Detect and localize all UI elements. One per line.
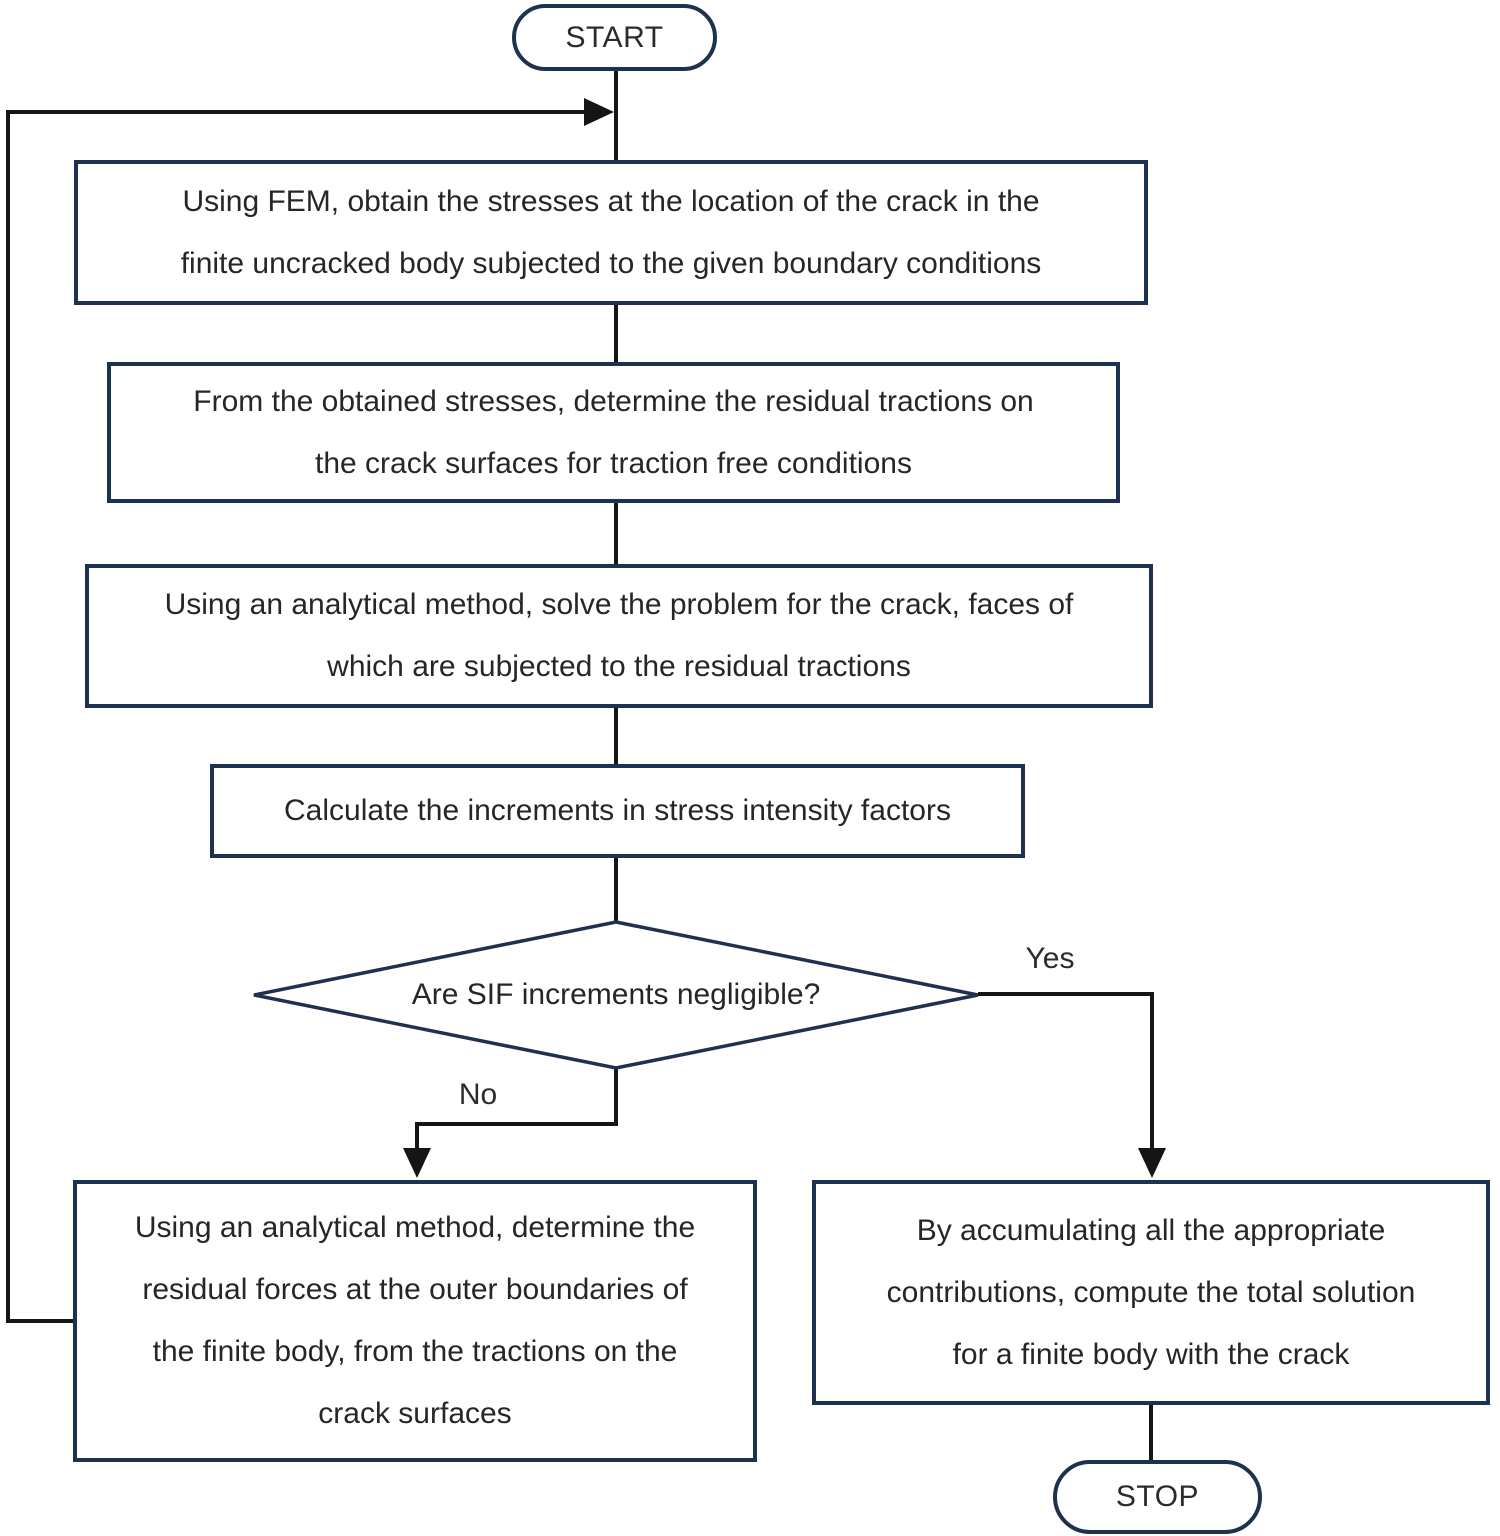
connector-yes-path <box>978 994 1152 1150</box>
process-box-residual-forces <box>73 1180 757 1462</box>
process-box-fem-stresses <box>74 160 1148 305</box>
arrowhead-no-icon <box>403 1148 431 1178</box>
text-line: Using FEM, obtain the stresses at the location of the crack in the <box>182 184 1040 218</box>
text-line: which are subjected to the residual tractions <box>327 650 911 683</box>
text-line: the crack surfaces for traction free conditions <box>315 446 912 480</box>
text-line: the finite body, from the tractions on the <box>152 1335 678 1368</box>
process-box-calc-sif-increments <box>210 764 1025 858</box>
text-line: for a finite body with the crack <box>952 1337 1350 1371</box>
process-box-residual-tractions <box>107 362 1120 503</box>
text-line: Using an analytical method, solve the problem for the crack, faces of <box>164 588 1074 621</box>
text-line: Using an analytical method, determine the <box>134 1211 696 1244</box>
arrowhead-feedback-icon <box>584 98 614 126</box>
no-branch-label: No <box>458 1078 498 1111</box>
text-line: contributions, compute the total solution <box>886 1275 1416 1309</box>
process-box-total-solution <box>812 1180 1490 1405</box>
decision-question: Are SIF increments negligible? <box>411 978 821 1011</box>
stop-terminal <box>1053 1460 1262 1534</box>
text-line: crack surfaces <box>318 1397 512 1430</box>
process-box-analytical-solve <box>85 564 1153 708</box>
start-terminal <box>512 4 717 71</box>
arrowhead-yes-icon <box>1138 1148 1166 1178</box>
text-line: From the obtained stresses, determine the residual tractions on <box>193 384 1034 418</box>
text-line: residual forces at the outer boundaries of <box>142 1273 688 1306</box>
text-line: finite uncracked body subjected to the given boundary conditions <box>180 246 1042 280</box>
start-label: START <box>565 20 664 54</box>
stop-label: STOP <box>1115 1480 1200 1513</box>
yes-branch-label: Yes <box>1025 942 1075 975</box>
text-line: Calculate the increments in stress intensity factors <box>284 794 951 827</box>
text-line: By accumulating all the appropriate <box>916 1213 1386 1247</box>
